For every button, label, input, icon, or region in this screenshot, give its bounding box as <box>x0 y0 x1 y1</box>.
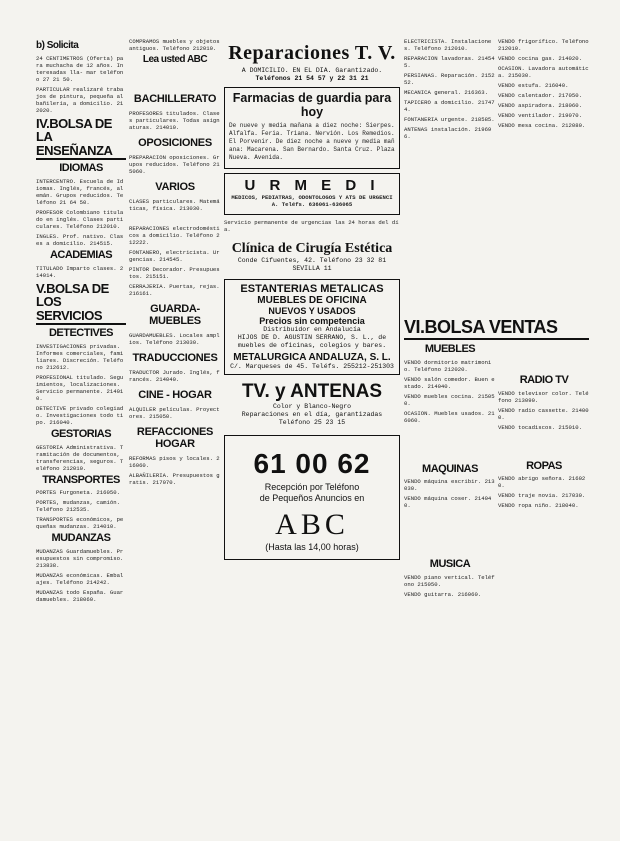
classified-ad: PINTOR Decorador. Presupuestos. 215151. <box>129 265 220 280</box>
classified-ad: VENDO muebles cocina. 215050. <box>404 392 495 407</box>
reception-line2: de Pequeños Anuncios en <box>259 493 365 503</box>
classified-ad: PREPARACION oposiciones. Grupos reducidos. Teléfono 215060. <box>129 153 220 175</box>
category-heading-oposiciones: OPOSICIONES <box>138 136 212 149</box>
classified-ad: INGLES. Prof. nativo. Clases a domicilio. 214515. <box>36 232 124 247</box>
category-heading-transportes: TRANSPORTES <box>42 473 120 486</box>
category-heading-maquinas: MAQUINAS <box>422 462 478 475</box>
reparaciones-tv-line: A DOMICILIO. EN EL DIA. Garantizado. <box>241 67 383 74</box>
classified-ad: PORTES, mudanzas, camión. Teléfono 212535. <box>36 499 120 514</box>
category-heading-guarda-muebles: GUARDA-MUEBLES <box>149 302 201 327</box>
reception-line1: Recepción por Teléfono <box>264 482 360 492</box>
classified-ad: REFORMAS pisos y locales. 216060. <box>129 455 220 470</box>
abc-phone-box <box>224 435 400 560</box>
classified-ad: VENDO ventilador. 219070. <box>498 112 582 119</box>
classified-ad: VENDO televisor color. Teléfono 213090. <box>498 389 589 404</box>
category-heading-detectives: DETECTIVES <box>48 327 114 340</box>
classified-ad: ALBAÑILERIA. Presupuestos gratis. 217070. <box>129 472 220 487</box>
classified-ad: CLASES particulares. Matemáticas, física. 213030. <box>129 197 220 212</box>
classified-ad: MUDANZAS económicas. Embalajes. Teléfono 214242. <box>36 571 124 586</box>
classified-ad: TITULADO Imparto clases. 214014. <box>36 264 124 279</box>
classified-ad: PERSIANAS. Reparación. 215252. <box>404 72 495 86</box>
section-heading-ensenanza: IV.BOLSA DE LA ENSEÑANZA <box>36 117 126 161</box>
tv-antenas-line3: Teléfono 25 23 15 <box>278 419 346 426</box>
classified-ad: VENDO máquina escribir. 213030. <box>404 478 495 493</box>
classified-ad: TRADUCTOR Jurado. Inglés, francés. 214040. <box>129 369 220 384</box>
classified-ad: VENDO calentador. 217050. <box>498 92 582 99</box>
classified-ad: INTERCENTRO. Escuela de Idiomas. Inglés, francés, alemán. Grupos reducidos. Teléfono 21 64 50. <box>36 177 124 206</box>
classified-ad: GESTORIA Administrativa. Tramitación de documentos, transferencias, seguros. Teléfono 212010. <box>36 443 124 472</box>
classified-ad: VENDO frigorífico. Teléfono 212010. <box>498 38 589 52</box>
classified-ad: REPARACIONES electrodomésticos a domicilio. Teléfono 212222. <box>129 224 220 246</box>
section-heading-ventas: VI.BOLSA VENTAS <box>404 317 589 340</box>
category-heading-gestorias: GESTORIAS <box>50 427 112 440</box>
classified-ad: VENDO aspiradora. 218060. <box>498 102 582 109</box>
classified-ad: PARTICULAR realizaré trabajos de pintura, pequeña albañilería, a domicilio. 212020. <box>36 85 124 114</box>
estanterias-sub4: Distribuidor en Andalucía <box>263 326 361 333</box>
classified-ad: 24 CENTIMETROS (Oferta) para muchacha de 12 años. Interesadas lla- mar teléfono 27 21 50. <box>36 54 124 83</box>
classified-ad: VENDO piano vertical. Teléfono 215050. <box>404 573 495 588</box>
classified-ad: INVESTIGACIONES privadas. Informes comerciales, familiares. Discreción. Teléfono 212612. <box>36 342 124 371</box>
estanterias-hijos: HIJOS DE D. AGUSTIN SERRANO, S. L., de muebles de oficinas, colegios y bares. <box>237 334 387 349</box>
classified-ad: VENDO dormitorio matrimonio. Teléfono 212020. <box>404 358 492 373</box>
category-heading-refacciones: REFACCIONES HOGAR <box>136 426 214 451</box>
classified-ad: MECANICA general. 216363. <box>404 89 488 96</box>
classified-ad: PROFESIONAL titulado. Seguimientos, localizaciones. Servicio permanente. 214010. <box>36 373 124 402</box>
category-heading-cine-hogar: CINE - HOGAR <box>138 389 212 402</box>
classified-ad: REPARACION lavadoras. 214545. <box>404 55 495 69</box>
estanterias-sub3: Precios sin competencia <box>259 316 365 326</box>
classified-ad: COMPRAMOS muebles y objetos antiguos. Teléfono 212010. <box>129 38 220 52</box>
reparaciones-tv-title: Reparaciones T. V. <box>228 42 396 64</box>
classified-ad: PROFESORES titulados. Clases particulares. Todas asignaturas. 214010. <box>129 109 220 131</box>
category-heading-varios: VARIOS <box>155 180 195 193</box>
metalurgica-line: C/. Marqueses de 45. Teléfs. 255212-251303 <box>230 363 394 370</box>
column-3-display-ads <box>224 38 400 564</box>
classified-ad: VENDO estufa. 216040. <box>498 82 569 89</box>
tv-antenas-title: TV. y ANTENAS <box>241 381 383 402</box>
farmacias-title: Farmacias de guardia para hoy <box>232 91 392 119</box>
estanterias-title: ESTANTERIAS METALICAS <box>240 283 384 295</box>
category-heading-academias: ACADEMIAS <box>49 248 113 261</box>
clinica-title: Clínica de Cirugía Estética <box>231 241 393 256</box>
urmedi-title: U R M E D I <box>244 177 380 194</box>
classified-ad: VENDO abrigo señora. 216020. <box>498 475 586 490</box>
classified-ad: CERRAJERIA. Puertas, rejas. 216161. <box>129 282 220 297</box>
lea-abc-heading: Lea usted ABC <box>142 54 208 65</box>
classified-ad: FONTANERIA urgente. 218585. <box>404 116 495 123</box>
classified-ad: ANTENAS instalación. 219696. <box>404 126 492 140</box>
classified-ad: VENDO guitarra. 216060. <box>404 590 482 598</box>
metalurgica-title: METALURGICA ANDALUZA, S. L. <box>233 352 391 363</box>
farmacias-text: De nueve y media mañana a diez noche: Sierpes. Alfalfa. Feria. Triana. Nervión. Los Remedios. El Porvenir. De diez noche a nueve y media mañana: Macarena. San Bernardo. Santa Cruz. Plaza Nueva. Avenida. <box>229 122 395 161</box>
classified-ad: VENDO ropa niño. 218040. <box>498 502 579 510</box>
tv-antenas-line2: Reparaciones en el día, garantizadas <box>241 411 383 418</box>
category-heading-ropas: ROPAS <box>526 459 562 472</box>
column-1 <box>36 38 126 606</box>
estanterias-box <box>224 279 400 375</box>
classified-ad: VENDO salón comedor. Buen estado. 214040. <box>404 375 495 390</box>
category-heading-muebles: MUEBLES <box>424 343 476 355</box>
classified-ad: PROFESOR Colombiano titulado en inglés. Clases particulares. Teléfono 212010. <box>36 208 124 230</box>
classified-ad: VENDO máquina coser. 214040. <box>404 495 492 510</box>
classified-ad: VENDO cocina gas. 214020. <box>498 55 582 62</box>
classified-ad: ELECTRICISTA. Instalaciones. Teléfono 212010. <box>404 38 492 52</box>
reparaciones-tv-phones: Teléfonos 21 54 57 y 22 31 21 <box>255 75 369 82</box>
classified-ad: VENDO radio cassette. 214000. <box>498 406 589 421</box>
classified-ad: VENDO mesa cocina. 212080. <box>498 122 586 129</box>
farmacias-box <box>224 87 400 169</box>
classified-ad: OCASION. Muebles usados. 216060. <box>404 409 495 424</box>
category-heading-traducciones: TRADUCCIONES <box>132 351 218 364</box>
category-heading-radio-tv: RADIO TV <box>519 374 569 386</box>
phone-number: 61 00 62 <box>253 448 371 479</box>
tv-antenas-line1: Color y Blanco-Negro <box>272 403 351 410</box>
classified-ad: DETECTIVE privado colegiado. Investigaciones todo tipo. 216040. <box>36 404 124 426</box>
classified-ad: ALQUILER películas. Proyectores. 215050. <box>129 406 220 421</box>
column-2 <box>129 38 221 489</box>
classified-ad: TRANSPORTES económicos, pequeñas mudanzas. 214010. <box>36 516 124 531</box>
classified-ad: TAPICERO a domicilio. 217474. <box>404 99 495 113</box>
classified-ad: FONTANERO, electricista. Urgencias. 214545. <box>129 248 220 263</box>
category-heading-musica: MUSICA <box>429 558 471 571</box>
urmedi-ad: Servicio permanente de urgencias las 24 horas del día. <box>224 219 399 233</box>
classified-ad: VENDO traje novia. 217030. <box>498 492 586 500</box>
clinica-line: Conde Cifuentes, 42. Teléfono 23 32 81 SEVILLA 11 <box>237 257 387 272</box>
column-5 <box>498 38 590 512</box>
classified-ad: OCASION. Lavadora automática. 215030. <box>498 65 589 79</box>
classified-ad: PORTES Furgoneta. 216050. <box>36 489 120 497</box>
estanterias-sub2: NUEVOS Y USADOS <box>268 306 356 316</box>
abc-logo: ABC <box>275 508 349 541</box>
section-heading-servicios: V.BOLSA DE LOS SERVICIOS <box>36 282 126 326</box>
category-heading-bachillerato: BACHILLERATO <box>133 92 217 105</box>
classified-ad: VENDO tocadiscos. 215010. <box>498 423 582 431</box>
classified-ad: GUARDAMUEBLES. Locales amplios. Teléfono 213030. <box>129 331 220 346</box>
category-heading-mudanzas: MUDANZAS <box>51 532 111 545</box>
estanterias-sub1: MUEBLES DE OFICINA <box>257 295 367 306</box>
reception-hours: (Hasta las 14,00 horas) <box>265 542 359 552</box>
classified-ad: MUDANZAS todo España. Guardamuebles. 218060. <box>36 588 124 603</box>
subsection-heading-solicita: b) Solicita <box>36 40 79 51</box>
urmedi-box <box>224 173 400 215</box>
urmedi-text: MEDICOS, PEDIATRAS, ODONTOLOGOS Y ATS DE URGENCIA. Teléfs. 636061-636065 <box>231 194 393 208</box>
classified-ad: MUDANZAS Guardamuebles. Presupuestos sin compromiso. 213838. <box>36 547 124 569</box>
category-heading-idiomas: IDIOMAS <box>59 162 103 175</box>
